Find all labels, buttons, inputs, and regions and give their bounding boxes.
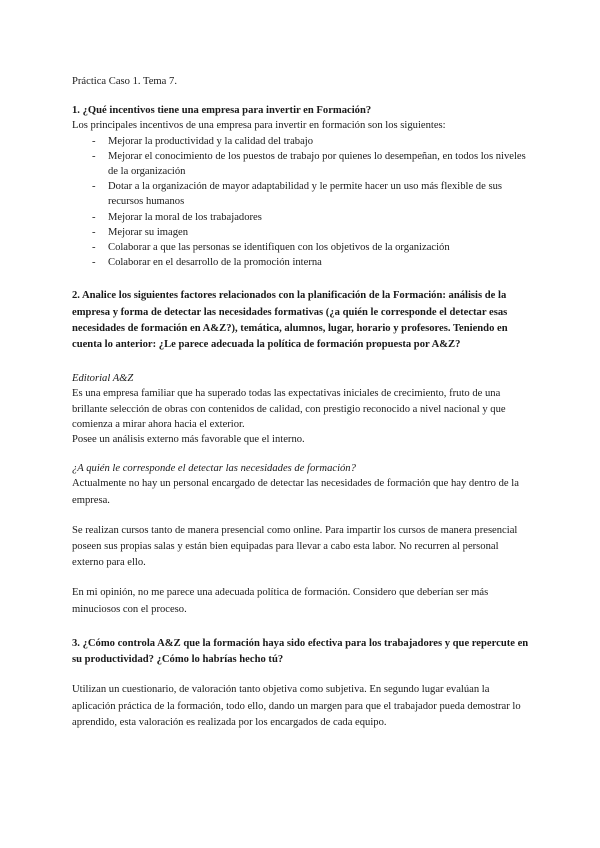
- detection-paragraph: Actualmente no hay un personal encargado de detectar las necesidades de formación que hay dentro de la empresa.: [72, 478, 519, 506]
- document-body: [72, 74, 532, 731]
- list-item: - Mejorar la productividad y la calidad del trabajo: [72, 134, 532, 149]
- question-1-heading: 1. ¿Qué incentivos tiene una empresa para invertir en Formación?: [72, 105, 372, 117]
- question-2-heading: 2. Analice los siguientes factores relacionados con la planificación de la Formación: análisis de la empresa y forma de detectar las necesidades formativas (¿a quién le corresponde el detectar esas necesidades de formación en A&Z?), temática, alumnos, lugar, horario y profesores. Teniendo en cuenta lo anterior: ¿Le parece adecuada la política de formación propuesta por A&Z?: [72, 290, 508, 351]
- detection-subheading: ¿A quién le corresponde el detectar las necesidades de formación?: [72, 463, 356, 475]
- company-subheading: Editorial A&Z: [72, 373, 134, 385]
- list-item: - Mejorar el conocimiento de los puestos de trabajo por quienes lo desempeñan, en todos los niveles de la organización: [72, 149, 532, 179]
- list-item: - Mejorar su imagen: [72, 225, 532, 240]
- list-item: - Colaborar en el desarrollo de la promoción interna: [72, 255, 532, 270]
- evaluation-paragraph: Utilizan un cuestionario, de valoración tanto objetiva como subjetiva. En segundo lugar evalúan la aplicación práctica de la formación, todo ello, dando un margen para que el trabajador pueda demostrar lo aprendido, esta valoración es realizada por los encargados de cada equipo.: [72, 684, 521, 728]
- document-title: Práctica Caso 1. Tema 7.: [72, 76, 177, 87]
- question-1-intro: Los principales incentivos de una empresa para invertir en formación son los siguientes:: [72, 120, 446, 132]
- question-3-heading: 3. ¿Cómo controla A&Z que la formación haya sido efectiva para los trabajadores y que repercute en su productividad? ¿Cómo lo habrías hecho tú?: [72, 637, 529, 666]
- incentives-list: [72, 134, 532, 271]
- opinion-paragraph: En mi opinión, no me parece una adecuada política de formación. Considero que deberían ser más minuciosos con el proceso.: [72, 587, 489, 615]
- list-item: - Mejorar la moral de los trabajadores: [72, 210, 532, 225]
- courses-paragraph: Se realizan cursos tanto de manera presencial como online. Para impartir los cursos de manera presencial poseen sus propias salas y están bien equipadas para llevar a cabo esta labor. No recurren al personal externo para ello.: [72, 524, 518, 569]
- analysis-note: Posee un análisis externo más favorable que el interno.: [72, 434, 305, 446]
- list-item: - Colaborar a que las personas se identifiquen con los objetivos de la organización: [72, 240, 532, 255]
- list-item: - Dotar a la organización de mayor adaptabilidad y le permite hacer un uso más flexible de sus recursos humanos: [72, 179, 532, 209]
- company-description: Es una empresa familiar que ha superado todas las expectativas iniciales de crecimiento, fruto de una brillante selección de obras con contenidos de calidad, con prestigio reconocido a nivel nacional y que comienza a mirar ahora hacia el exterior.: [72, 388, 506, 430]
